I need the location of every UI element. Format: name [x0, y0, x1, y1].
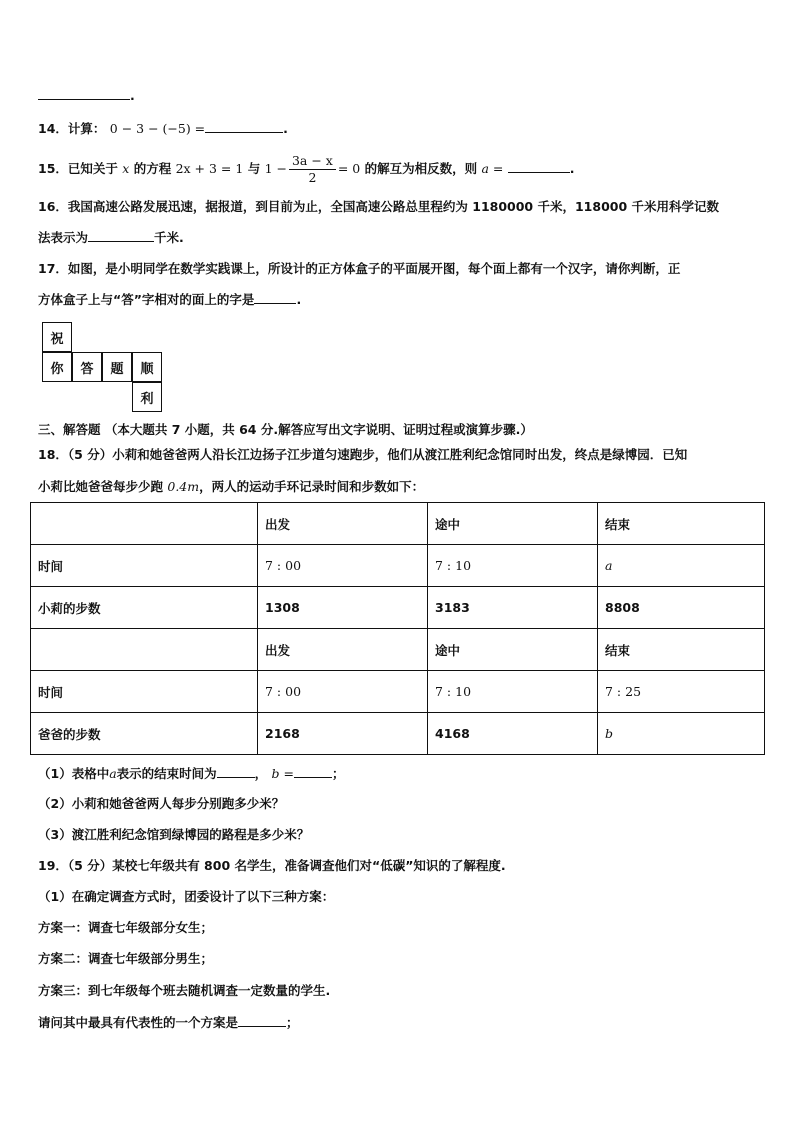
answer-blank: [88, 229, 154, 242]
table-row: 时间 7 : 00 7 : 10 7 : 25: [31, 671, 765, 713]
cube-net-figure: [40, 321, 166, 413]
net-cell: 顺: [132, 352, 162, 382]
plan-2: 方案二：调查七年级部分男生；: [38, 951, 214, 966]
table-row: 时间 7 : 00 7 : 10 a: [31, 545, 765, 587]
table-row: 出发 途中 结束: [31, 629, 765, 671]
q15-equation-1: 2x + 3 = 1: [175, 161, 244, 176]
net-cell: 你: [42, 352, 72, 382]
question-14: 14．计算： 0 − 3 − (−5) = .: [38, 121, 288, 136]
question-15: 15．已知关于 x 的方程 2x + 3 = 1 与 1 − $\frac{3a - x}{2}$ = 0 的解互为相反数，则 a = .: [38, 153, 575, 185]
answer-blank: [38, 87, 130, 100]
section-3-heading: 三、解答题 （本大题共 7 小题，共 64 分.解答应写出文字说明、证明过程或演算步骤.）: [38, 422, 533, 437]
table-row: 小莉的步数 1308 3183 8808: [31, 587, 765, 629]
answer-blank: [254, 291, 296, 304]
question-17-line-2: 方体盒子上与“答”字相对的面上的字是 .: [38, 292, 302, 307]
question-18-sub-2: （2）小莉和她爸爸两人每步分别跑多少米？: [38, 796, 285, 811]
net-cell: 题: [102, 352, 132, 382]
table-row: 爸爸的步数 2168 4168 b: [31, 713, 765, 755]
answer-blank: [508, 160, 570, 173]
data-table: [30, 502, 765, 755]
plan-1: 方案一：调查七年级部分女生；: [38, 920, 214, 935]
plan-3: 方案三：到七年级每个班去随机调查一定数量的学生.: [38, 983, 331, 998]
question-16-line-2: 法表示为 千米.: [38, 230, 184, 245]
answer-blank: [238, 1014, 286, 1027]
question-18-sub-3: （3）渡江胜利纪念馆到绿博园的路程是多少米？: [38, 827, 310, 842]
q14-expression: 0 − 3 − (−5) =: [109, 121, 206, 136]
answer-line-continuation: .: [38, 87, 135, 104]
question-18-line-1: 18．（5 分）小莉和她爸爸两人沿长江边扬子江步道匀速跑步，他们从渡江胜利纪念馆同时出发，终点是绿博园．已知: [38, 447, 688, 462]
question-19-line-2: （1）在确定调查方式时，团委设计了以下三种方案：: [38, 889, 335, 904]
net-cell-top: 祝: [42, 322, 72, 352]
question-19-ask: 请问其中最具有代表性的一个方案是 ；: [38, 1015, 299, 1030]
table-row: 出发 途中 结束: [31, 503, 765, 545]
question-17-line-1: 17．如图，是小明同学在数学实践课上，所设计的正方体盒子的平面展开图，每个面上都有一个汉字，请你判断，正: [38, 261, 681, 276]
answer-blank: [217, 765, 255, 778]
question-18-line-2: 小莉比她爸爸每步少跑 0.4m，两人的运动手环记录时间和步数如下：: [38, 479, 425, 494]
net-cell: 答: [72, 352, 102, 382]
answer-blank: [205, 120, 283, 133]
net-cell-bottom: 利: [132, 382, 162, 412]
answer-blank: [294, 765, 332, 778]
question-16-line-1: 16．我国高速公路发展迅速，据报道，到目前为止，全国高速公路总里程约为 1180000 千米，118000 千米用科学记数: [38, 199, 720, 214]
question-19-line-1: 19．（5 分）某校七年级共有 800 名学生，准备调查他们对“低碳”知识的了解程度.: [38, 858, 506, 873]
q15-fraction: $\frac{3a - x}{2}$: [289, 153, 336, 186]
question-18-sub-1: （1）表格中a表示的结束时间为 ， b = ；: [38, 766, 345, 781]
